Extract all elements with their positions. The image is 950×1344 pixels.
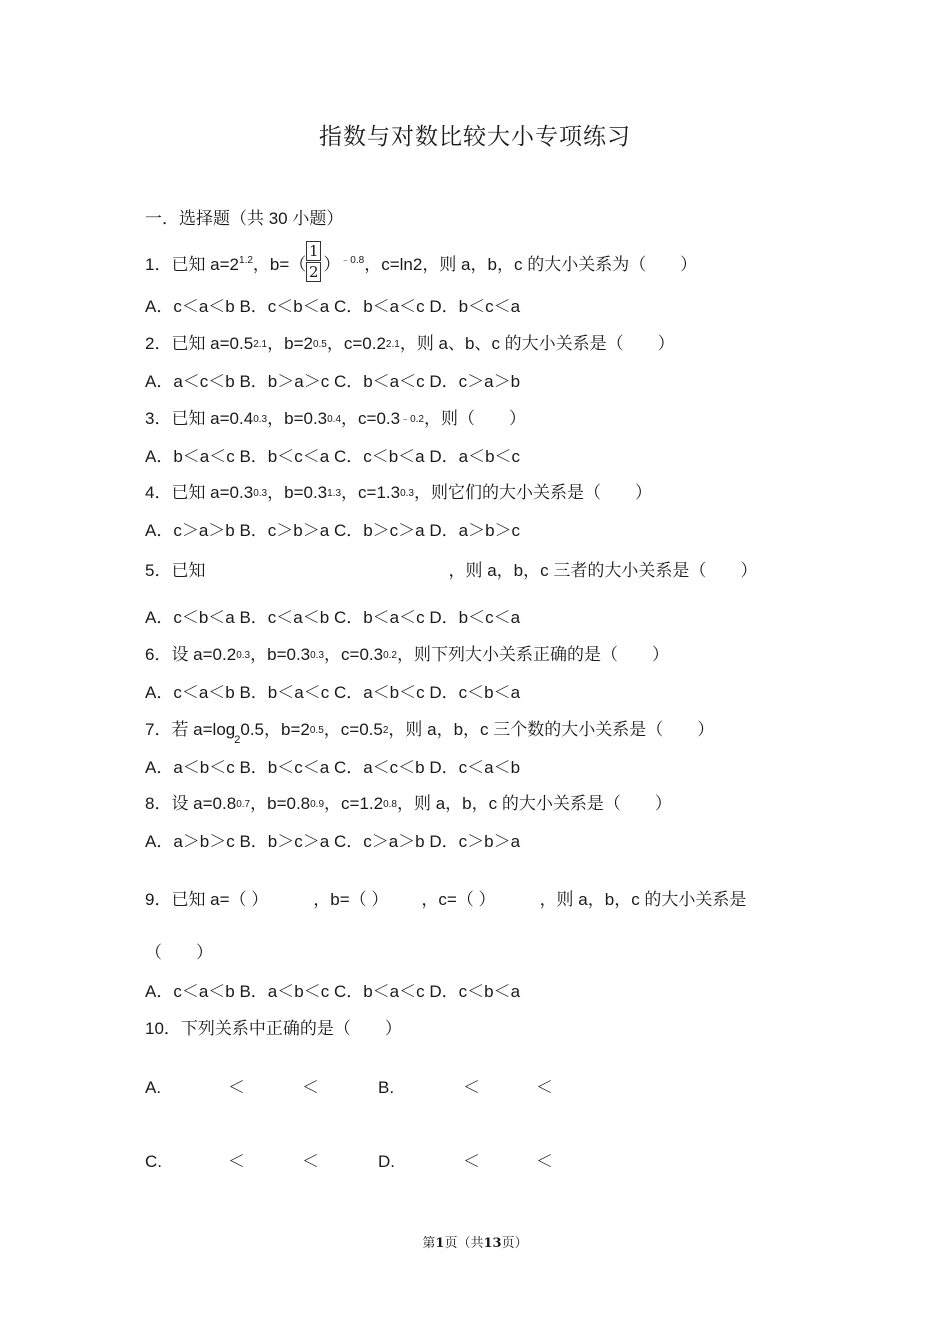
- option-d-lt-1: ＜: [463, 1152, 480, 1171]
- question-9: 9．已知 a=（ ） ，b=（ ） ，c=（ ） ，则 a，b，c 的大小关系是: [145, 890, 747, 909]
- question-1: 1．已知 $a=2^{1.2}$，b=（ $\frac{1}{2}$ ）$^{﹣0.8}$，c=ln2，则 a，b，c 的大小关系为（ ）: [145, 242, 698, 281]
- answer-options-2: A．a＜c＜b B．b＞a＞c C．b＜a＜c D．c＞a＞b: [145, 372, 521, 391]
- question-3: 3．已知 $a=0.4^{0.3}$，$b=0.3^{0.4}$，$c=0.3^{﹣0.2}$，则（ ）: [145, 409, 526, 428]
- option-d-lt-2: ＜: [536, 1152, 553, 1171]
- answer-options-8: A．a＞b＞c B．b＞c＞a C．c＞a＞b D．c＞b＞a: [145, 832, 521, 851]
- question-9-blank: （ ）: [145, 943, 213, 962]
- page-title: 指数与对数比较大小专项练习: [319, 124, 631, 150]
- fraction-one-half: $\frac{1}{2}$: [306, 241, 321, 282]
- page-footer: 第1页（共13页）: [422, 1236, 528, 1251]
- question-8: 8．设 $a=0.8^{0.7}$，$b=0.8^{0.9}$，$c=1.2^{0.8}$，则 a，b，c 的大小关系是（ ）: [145, 794, 672, 813]
- question-7: 7．若 $a=\log_20.5$，$b=2^{0.5}$，$c=0.5^2$，则 a，b，c 三个数的大小关系是（ ）: [145, 720, 715, 746]
- answer-options-9: A．c＜a＜b B．a＜b＜c C．b＜a＜c D．c＜b＜a: [145, 982, 521, 1001]
- option-b-label: B.: [378, 1078, 395, 1097]
- question-4: 4．已知 $a=0.3^{0.3}$，$b=0.3^{1.3}$，$c=1.3^{0.3}$，则它们的大小关系是（ ）: [145, 483, 652, 502]
- answer-options-7: A．a＜b＜c B．b＜c＜a C．a＜c＜b D．c＜a＜b: [145, 758, 521, 777]
- question-5: 5．已知 ，则 a，b，c 三者的大小关系是（ ）: [145, 561, 758, 580]
- option-b-lt-1: ＜: [463, 1078, 480, 1097]
- answer-options-1: A．c＜a＜b B．c＜b＜a C．b＜a＜c D．b＜c＜a: [145, 297, 521, 316]
- option-c-label: C.: [145, 1152, 162, 1171]
- question-2: 2．已知 $a=0.5^{2.1}$，$b=2^{0.5}$，$c=0.2^{2.1}$，则 a、b、c 的大小关系是（ ）: [145, 334, 675, 353]
- answer-options-5: A．c＜b＜a B．c＜a＜b C．b＜a＜c D．b＜c＜a: [145, 608, 521, 627]
- section-heading: 一．选择题（共 30 小题）: [145, 209, 344, 228]
- question-6: 6．设 $a=0.2^{0.3}$，$b=0.3^{0.3}$，$c=0.3^{0.2}$，则下列大小关系正确的是（ ）: [145, 645, 669, 664]
- answer-options-6: A．c＜a＜b B．b＜a＜c C．a＜b＜c D．c＜b＜a: [145, 683, 521, 702]
- option-d-label: D.: [378, 1152, 395, 1171]
- total-page-count: 13: [483, 1236, 502, 1251]
- question-10: 10．下列关系中正确的是（ ）: [145, 1019, 402, 1038]
- option-a-lt-2: ＜: [302, 1078, 319, 1097]
- option-a-lt-1: ＜: [228, 1078, 245, 1097]
- option-c-lt-2: ＜: [302, 1152, 319, 1171]
- current-page-number: 1: [435, 1236, 445, 1251]
- option-a-label: A.: [145, 1078, 162, 1097]
- answer-options-3: A．b＜a＜c B．b＜c＜a C．c＜b＜a D．a＜b＜c: [145, 447, 521, 466]
- answer-options-4: A．c＞a＞b B．c＞b＞a C．b＞c＞a D．a＞b＞c: [145, 521, 521, 540]
- option-c-lt-1: ＜: [228, 1152, 245, 1171]
- option-b-lt-2: ＜: [536, 1078, 553, 1097]
